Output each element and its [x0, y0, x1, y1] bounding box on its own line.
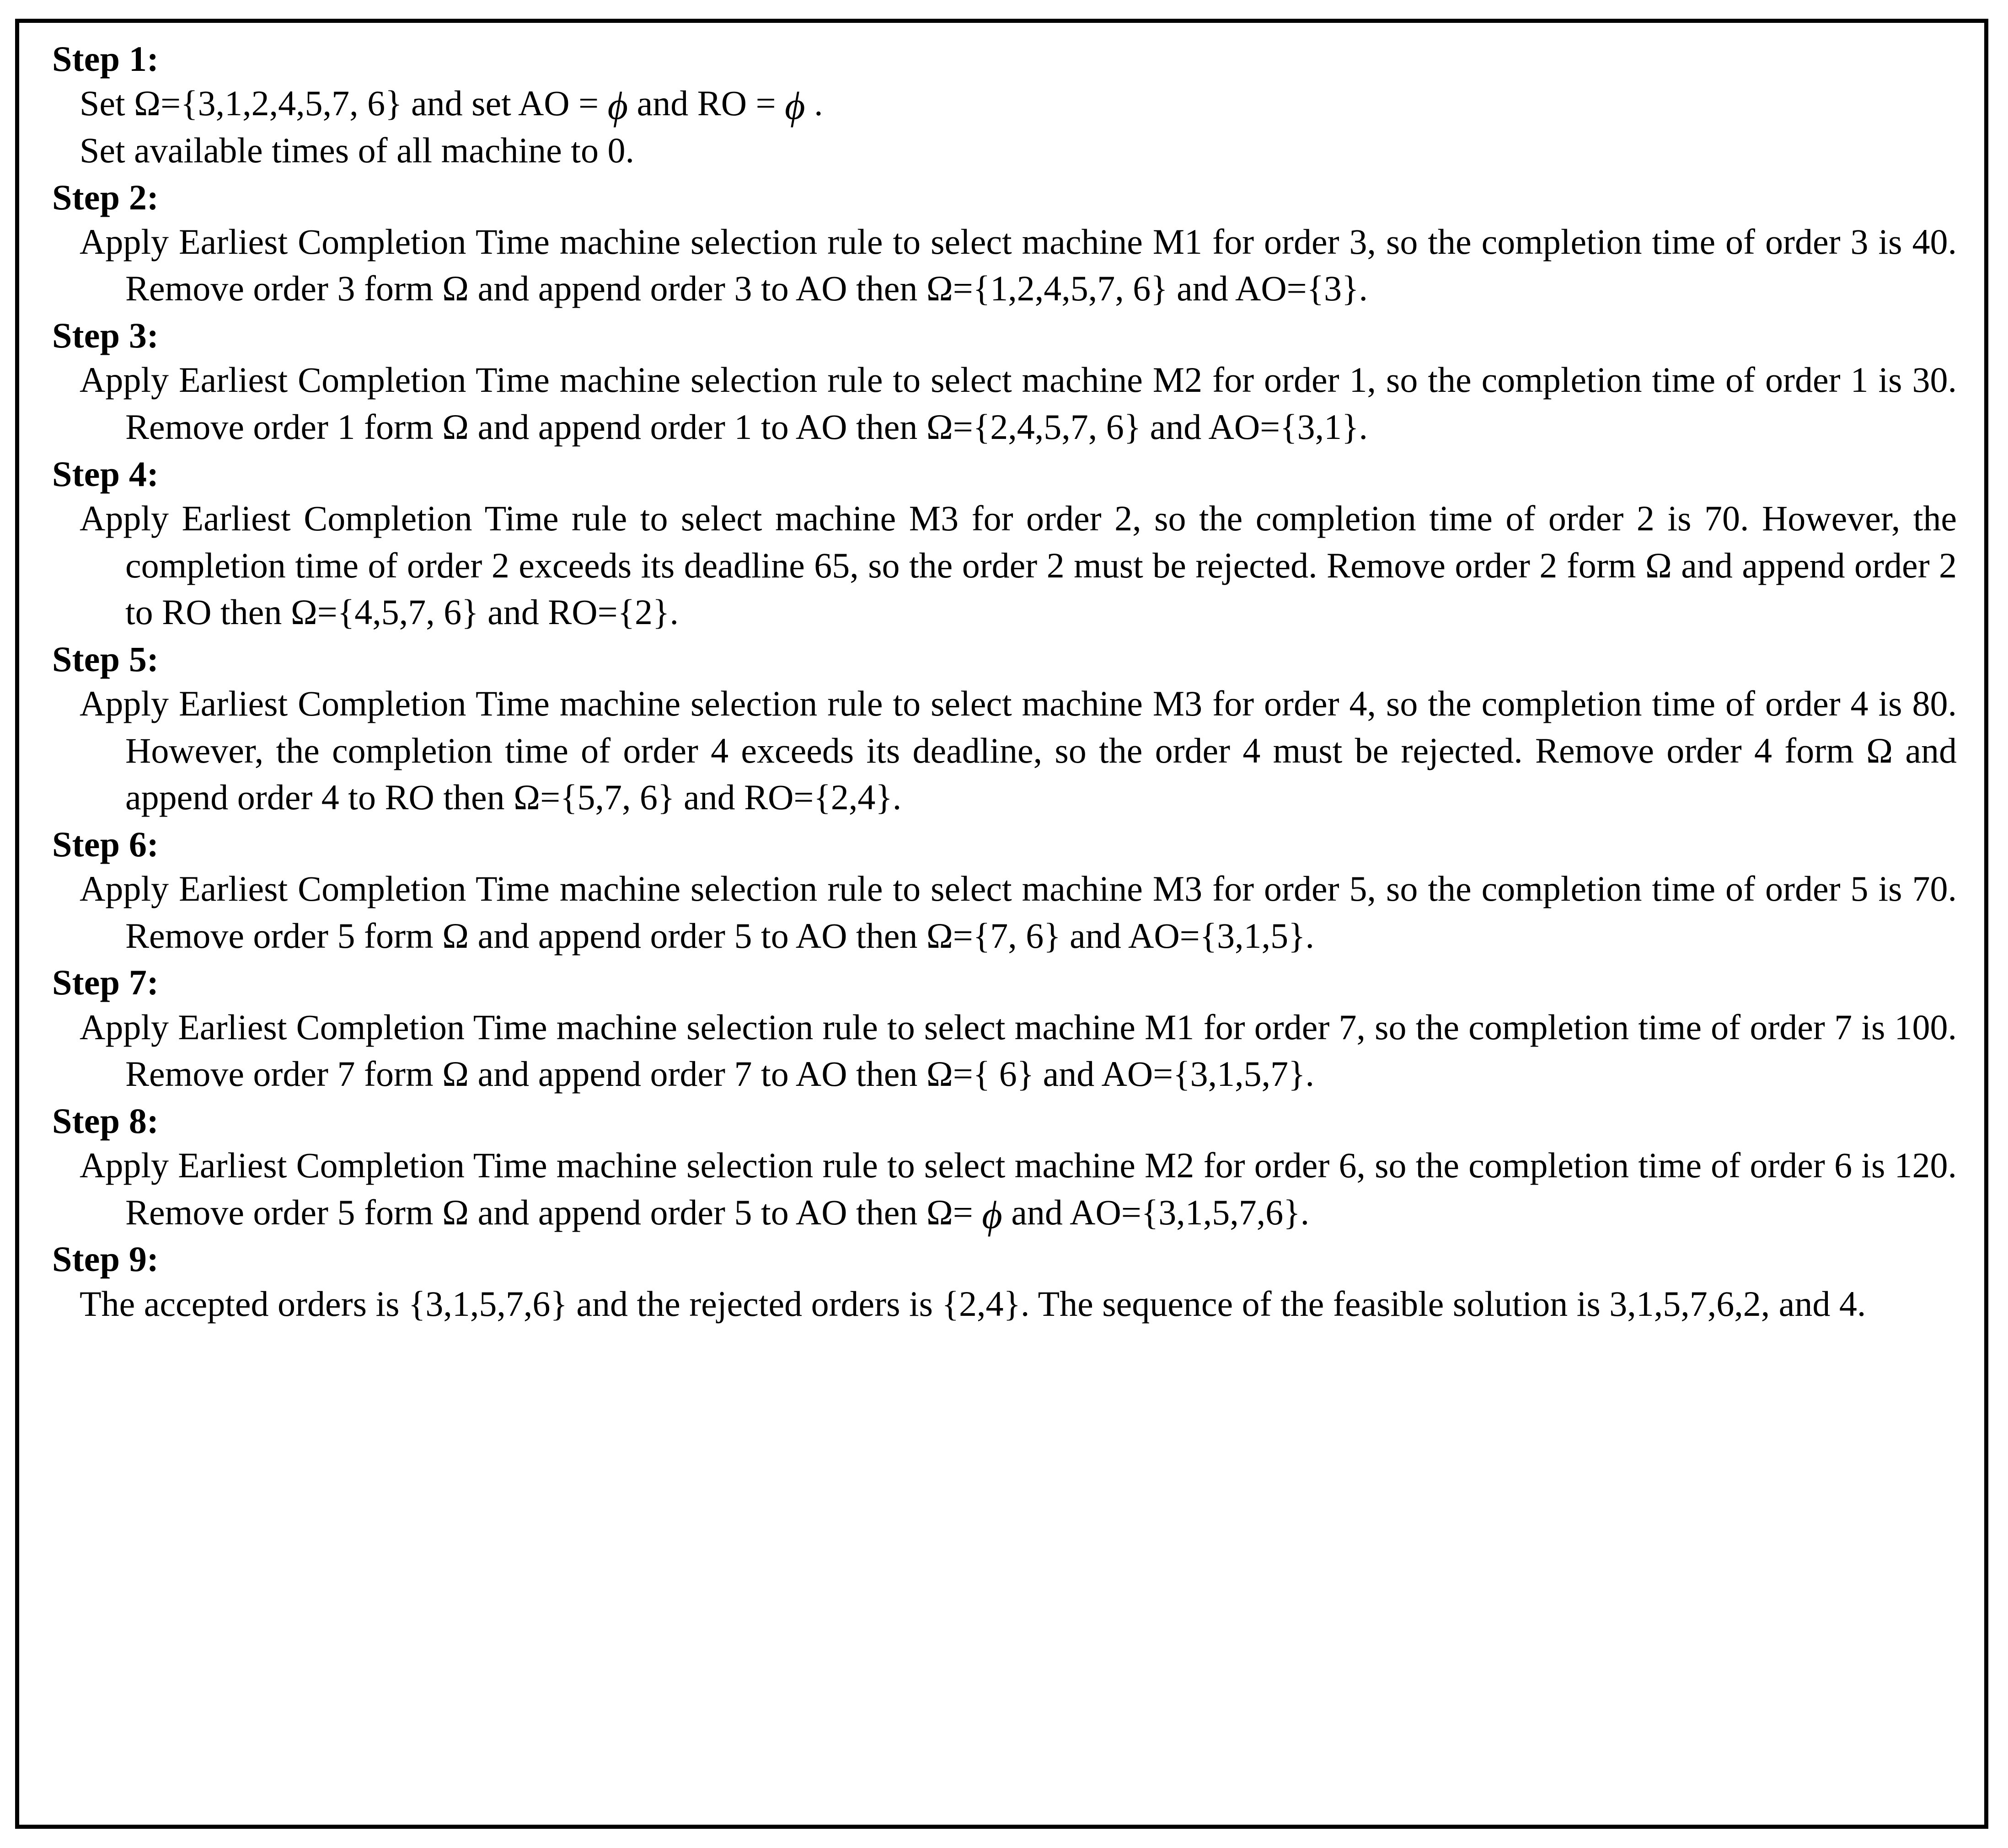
- step-body-line: Set available times of all machine to 0.: [80, 130, 634, 170]
- step-block-6: [52, 821, 1959, 960]
- steps-list: [19, 23, 1984, 1825]
- empty-set-symbol: ϕ: [785, 84, 805, 128]
- step-block-3: [52, 312, 1959, 451]
- step-block-4: [52, 451, 1959, 636]
- step-body-line: Apply Earliest Completion Time machine selection rule to select machine M3 for order 5, so the completion time of order 5 is 70. Remove order 5 form Ω and append order 5 to AO then Ω={7, 6} and AO={3,1,5}.: [80, 869, 1957, 956]
- empty-set-symbol: ϕ: [982, 1192, 1002, 1237]
- step-block-8: [52, 1098, 1959, 1236]
- step-label: Step 6:: [52, 824, 159, 864]
- step-body-line: Apply Earliest Completion Time machine selection rule to select machine M2 for order 1, so the completion time of order 1 is 30. Remove order 1 form Ω and append order 1 to AO then Ω={2,4,5,7, 6} and AO={3,1}.: [80, 360, 1957, 447]
- step-label: Step 1:: [52, 39, 159, 79]
- step-body-line: Apply Earliest Completion Time rule to select machine M3 for order 2, so the completion time of order 2 is 70. However, the completion time of order 2 exceeds its deadline 65, so the order 2 must be rejected. Remove order 2 form Ω and append order 2 to RO then Ω={4,5,7, 6} and RO={2}.: [80, 498, 1957, 632]
- step-label: Step 3:: [52, 315, 159, 356]
- step-label: Step 7:: [52, 962, 159, 1003]
- step-body-line: Apply Earliest Completion Time machine selection rule to select machine M1 for order 3, so the completion time of order 3 is 40. Remove order 3 form Ω and append order 3 to AO then Ω={1,2,4,5,7, 6} and AO={3}.: [80, 221, 1957, 309]
- step-label: Step 9:: [52, 1239, 159, 1279]
- empty-set-symbol: ϕ: [607, 84, 628, 128]
- step-label: Step 2:: [52, 177, 159, 217]
- step-body-line: Apply Earliest Completion Time machine selection rule to select machine M1 for order 7, so the completion time of order 7 is 100. Remove order 7 form Ω and append order 7 to AO then Ω={ 6} and AO={3,1,5,7}.: [80, 1007, 1957, 1094]
- step-label: Step 4:: [52, 454, 159, 494]
- step-body-line: Set Ω={3,1,2,4,5,7, 6} and set AO = ϕ and RO = ϕ .: [80, 83, 823, 128]
- step-body-line: Apply Earliest Completion Time machine selection rule to select machine M2 for order 6, so the completion time of order 6 is 120. Remove order 5 form Ω and append order 5 to AO then Ω= ϕ and AO={3,1,5,7,6}.: [80, 1145, 1957, 1237]
- step-block-9: [52, 1236, 1959, 1327]
- step-block-7: [52, 959, 1959, 1098]
- step-block-1: [52, 36, 1959, 174]
- step-body-line: Apply Earliest Completion Time machine selection rule to select machine M3 for order 4, so the completion time of order 4 is 80. However, the completion time of order 4 exceeds its deadline, so the order 4 must be rejected. Remove order 4 form Ω and append order 4 to RO then Ω={5,7, 6} and RO={2,4}.: [80, 684, 1957, 817]
- step-block-5: [52, 636, 1959, 821]
- step-block-2: [52, 174, 1959, 313]
- step-label: Step 8:: [52, 1100, 159, 1141]
- step-body-line: The accepted orders is {3,1,5,7,6} and the rejected orders is {2,4}. The sequence of the feasible solution is 3,1,5,7,6,2, and 4.: [80, 1283, 1866, 1324]
- step-label: Step 5:: [52, 639, 159, 679]
- algorithm-box: [15, 19, 1988, 1829]
